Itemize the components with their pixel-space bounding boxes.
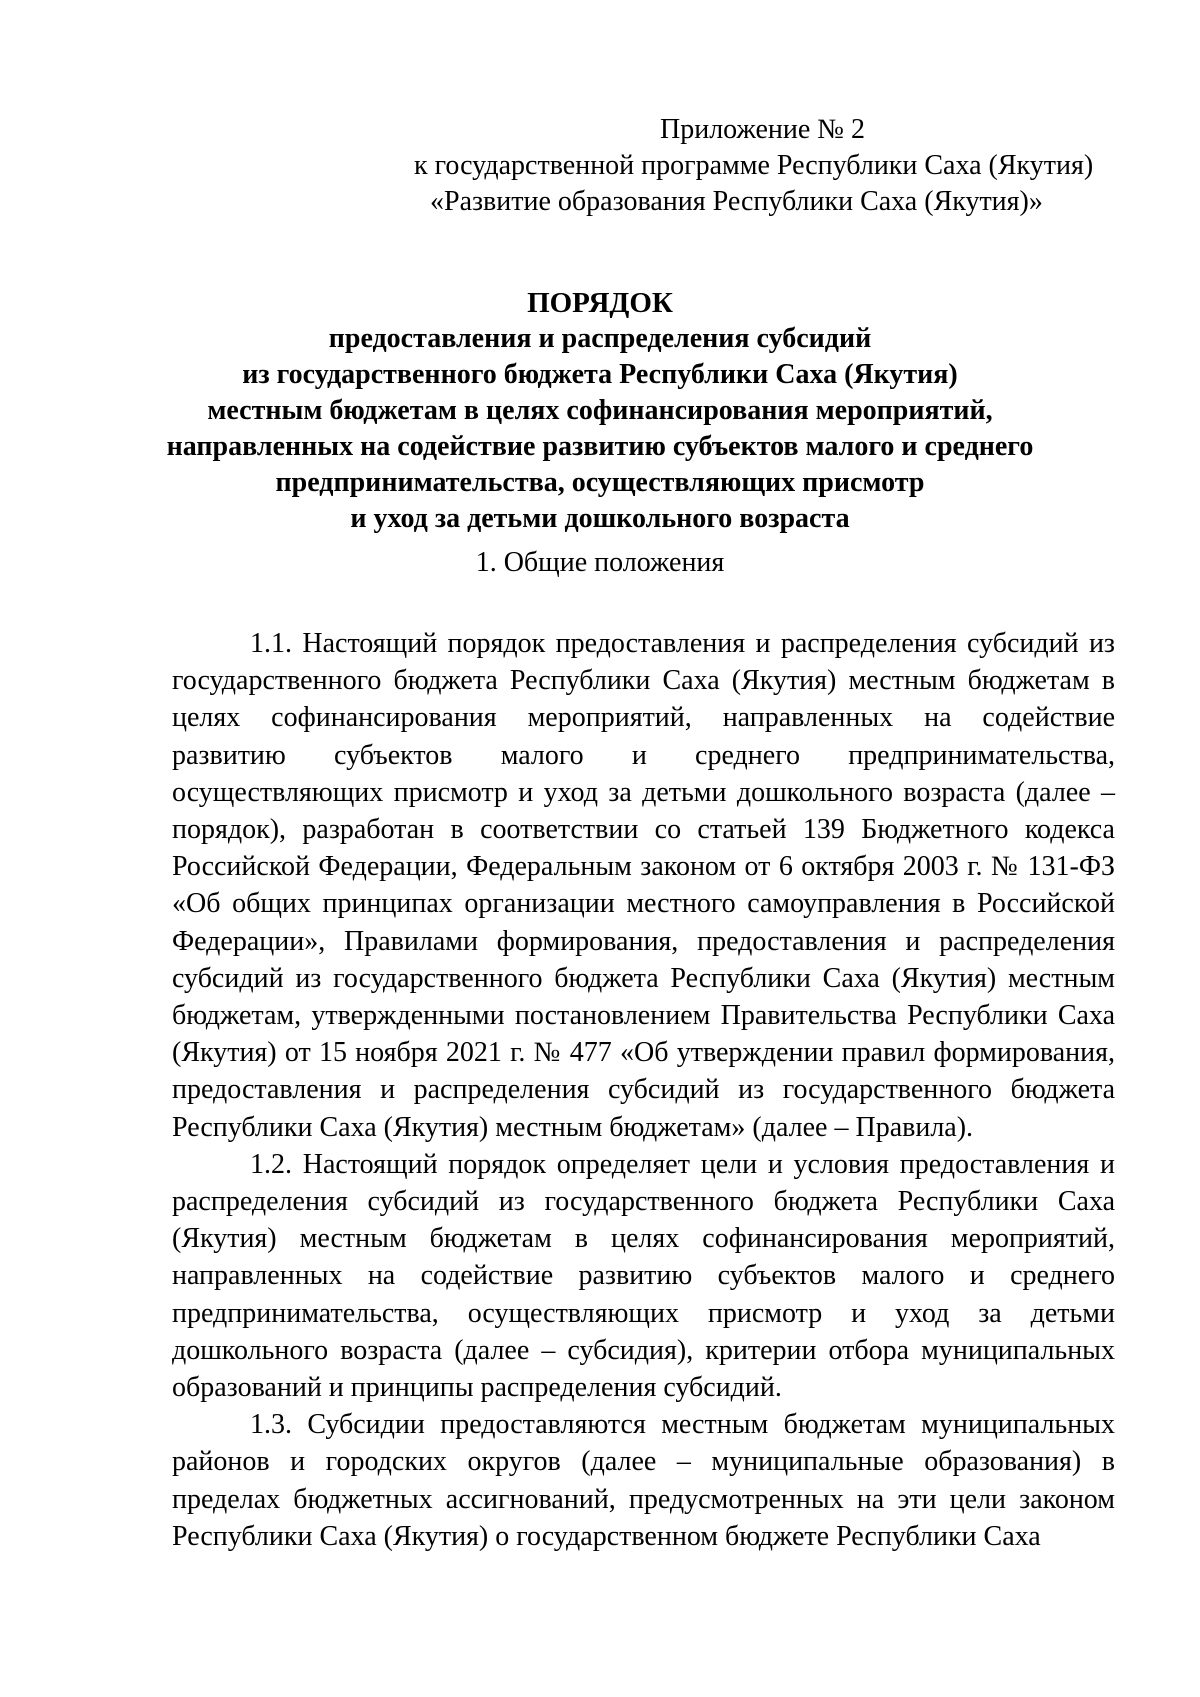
title-line: предпринимательства, осуществляющих присмотр <box>275 467 925 498</box>
title-line: местным бюджетам в целях софинансирования мероприятий, <box>207 395 993 426</box>
title-line: предоставления и распределения субсидий <box>328 323 872 354</box>
appendix-program-name: «Развитие образования Республики Саха (Якутия)» <box>430 186 1043 217</box>
title-main: ПОРЯДОК <box>527 287 673 319</box>
paragraph-1-2: 1.2. Настоящий порядок определяет цели и условия предоставления и распределения субсидий из государственного бюджета Республики Саха (Якутия) местным бюджетам в целях софинансирования мероприятий, направленных на содействие развитию субъектов малого и среднего предпринимательства, осуществляющих присмотр и уход за детьми дошкольного возраста (далее – субсидия), критерии отбора муниципальных образований и принципы распределения субсидий. <box>172 1148 1115 1404</box>
appendix-program-reference: к государственной программе Республики Саха (Якутия) <box>414 150 1094 181</box>
document-body <box>172 625 1115 1555</box>
paragraph-1-3: 1.3. Субсидии предоставляются местным бюджетам муниципальных районов и городских округов (далее – муниципальные образования) в пределах бюджетных ассигнований, предусмотренных на эти цели законом Республики Саха (Якутия) о государственном бюджете Республики Саха <box>172 1409 1115 1552</box>
section-heading: 1. Общие положения <box>475 547 725 578</box>
document-title <box>140 285 1060 537</box>
title-line: из государственного бюджета Республики Саха (Якутия) <box>242 359 958 390</box>
appendix-header <box>380 112 1140 220</box>
paragraph-1-1: 1.1. Настоящий порядок предоставления и распределения субсидий из государственного бюджета Республики Саха (Якутия) местным бюджетам в целях софинансирования мероприятий, направленных на содействие развитию субъектов малого и среднего предпринимательства, осуществляющих присмотр и уход за детьми дошкольного возраста (далее – порядок), разработан в соответствии со статьей 139 Бюджетного кодекса Российской Федерации, Федеральным законом от 6 октября 2003 г. № 131-ФЗ «Об общих принципах организации местного самоуправления в Российской Федерации», Правилами формирования, предоставления и распределения субсидий из государственного бюджета Республики Саха (Якутия) местным бюджетам, утвержденными постановлением Правительства Республики Саха (Якутия) от 15 ноября 2021 г. № 477 «Об утверждении правил формирования, предоставления и распределения субсидий из государственного бюджета Республики Саха (Якутия) местным бюджетам» (далее – Правила). <box>172 628 1115 1143</box>
appendix-number: Приложение № 2 <box>660 114 865 145</box>
title-line: и уход за детьми дошкольного возраста <box>350 503 850 534</box>
title-line: направленных на содействие развитию субъектов малого и среднего <box>166 431 1034 462</box>
